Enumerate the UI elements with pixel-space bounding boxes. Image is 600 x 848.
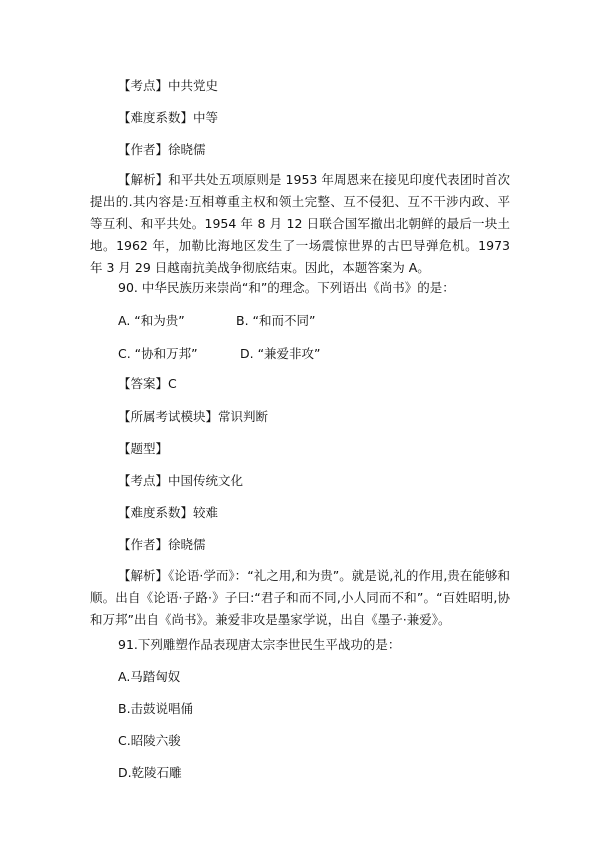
q90-option-d: D. “兼爱非攻”	[240, 346, 321, 361]
q89-jiexi: 【解析】和平共处五项原则是 1953 年周恩来在接见印度代表团时首次提出的.其内容是:互相尊重主权和领土完整、互不侵犯、互不干涉内政、平等互利、和平共处。1954 年 8 月 12 日联合国军撤出北朝鲜的最后一块土地。1962 年，加勒比海地区发生了一场震惊世界的古巴导弹危机。1973 年 3 月 29 日越南抗美战争彻底结束。因此，本题答案为 A。	[90, 172, 510, 275]
q90-tixing: 【题型】	[118, 441, 169, 456]
q90-mokuai: 【所属考试模块】常识判断	[118, 409, 269, 424]
q90-nandu: 【难度系数】较难	[118, 505, 219, 520]
q90-daan: 【答案】C	[118, 376, 177, 391]
q91-option-a: A.马踏匈奴	[118, 669, 181, 684]
q91-question: 91.下列雕塑作品表现唐太宗李世民生平战功的是：	[118, 637, 401, 652]
q90-question: 90. 中华民族历来崇尚“和”的理念。下列语出《尚书》的是：	[118, 280, 455, 295]
q90-option-b: B. “和而不同”	[236, 313, 316, 328]
q89-kaodian: 【考点】中共党史	[118, 78, 219, 93]
q90-kaodian: 【考点】中国传统文化	[118, 473, 244, 488]
q89-zuozhe: 【作者】徐晓儒	[118, 142, 206, 157]
q91-option-d: D.乾陵石雕	[118, 765, 182, 780]
q90-option-c: C. “协和万邦”	[118, 346, 198, 361]
q91-option-c: C.昭陵六骏	[118, 733, 181, 748]
q90-jiexi: 【解析】《论语·学而》：“礼之用,和为贵”。就是说,礼的作用,贵在能够和顺。出自《论语·子路·》子曰:“君子和而不同,小人同而不和”。“百姓昭明,协和万邦”出自《尚书》。兼爱非攻是墨家学说，出自《墨子·兼爱》。	[90, 568, 510, 627]
q91-option-b: B.击鼓说唱俑	[118, 701, 194, 716]
q90-option-a: A. “和为贵”	[118, 313, 185, 328]
q90-zuozhe: 【作者】徐晓儒	[118, 537, 206, 552]
q89-nandu: 【难度系数】中等	[118, 110, 219, 125]
